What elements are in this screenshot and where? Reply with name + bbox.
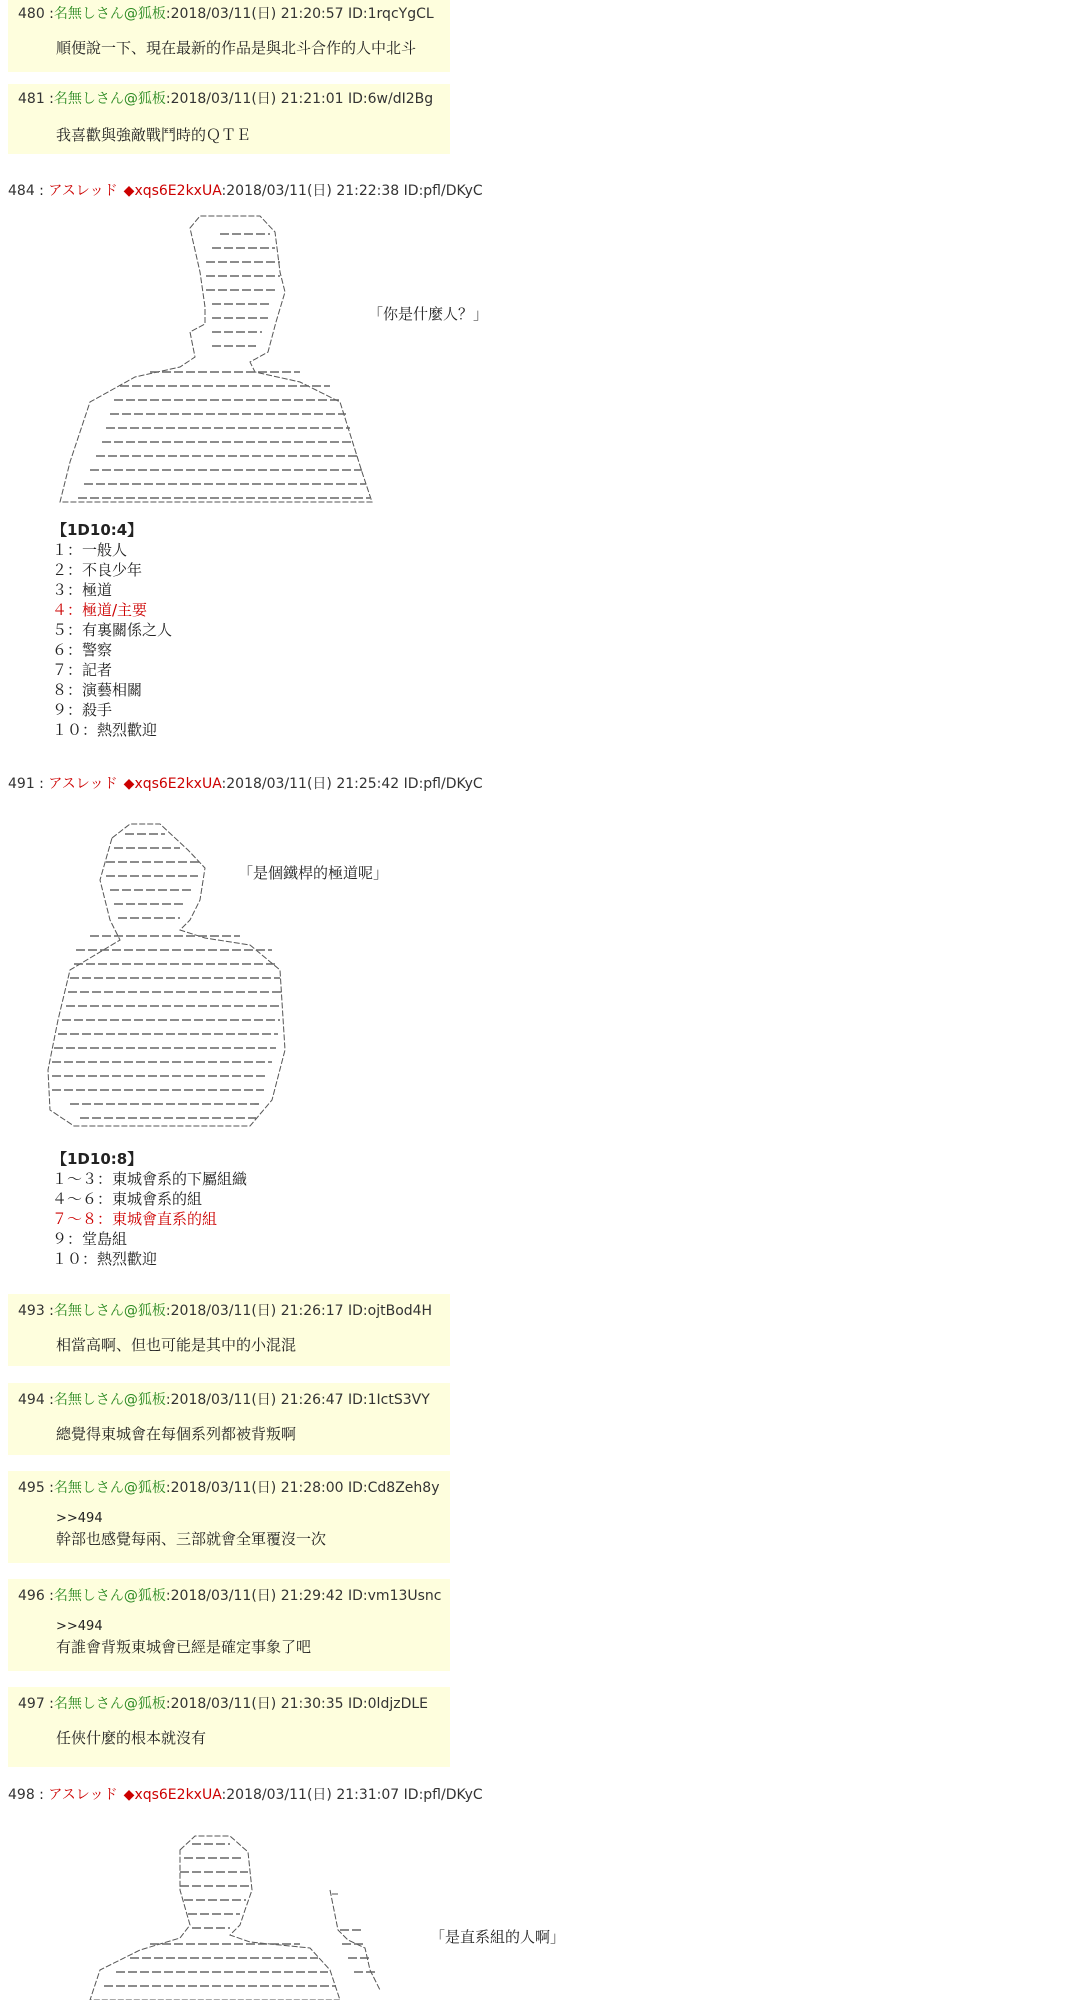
thread-post-header: [8, 1784, 483, 1804]
reply-anchor-link[interactable]: >>494: [56, 1619, 103, 1634]
dice-option: ３：極道: [52, 581, 113, 599]
post-meta: :2018/03/11(日) 21:22:38 ID:pfl/DKyC: [221, 183, 483, 199]
dice-option: ５：有裏關係之人: [52, 621, 173, 639]
post-481: [8, 84, 450, 154]
dice-option: ６：警察: [52, 641, 113, 659]
post-meta: :2018/03/11(日) 21:25:42 ID:pfl/DKyC: [221, 776, 483, 792]
dialogue-quote: 「是個鐵桿的極道呢」: [238, 864, 389, 882]
thread-author-name: アスレッド: [48, 1787, 118, 1803]
dice-option: ８：演藝相關: [52, 681, 143, 699]
post-line: 總覺得東城會在每個系列都被背叛啊: [56, 1425, 297, 1443]
post-number[interactable]: 493: [18, 1303, 45, 1319]
dice-option: １：一般人: [52, 541, 128, 559]
post-sep: :: [44, 91, 54, 107]
tripcode: ◆xqs6E2kxUA: [123, 776, 222, 792]
dice-option-selected: ４：極道/主要: [52, 601, 148, 619]
thread-author-name: アスレッド: [48, 183, 118, 199]
dialogue-quote: 「是直系組的人啊」: [430, 1928, 566, 1946]
post-meta: :2018/03/11(日) 21:20:57 ID:1rqcYgCL: [165, 6, 434, 22]
thread-author-name: アスレッド: [48, 776, 118, 792]
poster-name: 名無しさん@狐板: [53, 1480, 166, 1496]
tripcode: ◆xqs6E2kxUA: [123, 1787, 222, 1803]
ascii-art-figure-3: [80, 1830, 440, 2000]
dice-option: １０：熱烈歡迎: [52, 1250, 158, 1268]
dice-option: １～３：東城會系的下屬組織: [52, 1170, 248, 1188]
post-number[interactable]: 498: [8, 1787, 35, 1803]
post-line: 順便說一下、現在最新的作品是與北斗合作的人中北斗: [56, 39, 417, 57]
ascii-art-figure-1: [40, 212, 400, 512]
post-493: [8, 1294, 450, 1366]
post-body: [56, 1728, 206, 1748]
post-meta: :2018/03/11(日) 21:28:00 ID:Cd8Zeh8y: [165, 1480, 440, 1496]
dialogue-quote: 「你是什麼人？」: [368, 305, 489, 323]
post-sep: :: [44, 6, 54, 22]
post-meta: :2018/03/11(日) 21:31:07 ID:pfl/DKyC: [221, 1787, 483, 1803]
thread-post-header: [8, 180, 483, 200]
post-sep: :: [34, 183, 49, 199]
post-header: [18, 1477, 439, 1497]
post-header: [18, 88, 433, 108]
post-header: [18, 1585, 442, 1605]
post-meta: :2018/03/11(日) 21:29:42 ID:vm13Usnc: [165, 1588, 442, 1604]
post-sep: :: [44, 1480, 54, 1496]
dice-option: ９：堂島組: [52, 1230, 128, 1248]
dice-option: ２：不良少年: [52, 561, 143, 579]
post-497: [8, 1687, 450, 1767]
post-header: [18, 3, 434, 23]
post-number[interactable]: 484: [8, 183, 35, 199]
post-line: 相當高啊、但也可能是其中的小混混: [56, 1336, 297, 1354]
post-body: [56, 1509, 326, 1549]
post-body: [56, 38, 416, 58]
post-body: [56, 125, 251, 145]
dice-option-selected: ７～８：東城會直系的組: [52, 1210, 218, 1228]
post-sep: :: [44, 1392, 54, 1408]
post-496: [8, 1579, 450, 1671]
post-495: [8, 1471, 450, 1563]
dice-option: ９：殺手: [52, 701, 113, 719]
post-number[interactable]: 497: [18, 1696, 45, 1712]
post-sep: :: [44, 1588, 54, 1604]
post-body: [56, 1335, 296, 1355]
post-480: [8, 0, 450, 72]
poster-name: 名無しさん@狐板: [53, 1696, 166, 1712]
post-494: [8, 1383, 450, 1455]
dice-result-1: [52, 520, 172, 740]
post-sep: :: [34, 1787, 49, 1803]
post-number[interactable]: 491: [8, 776, 35, 792]
post-meta: :2018/03/11(日) 21:26:17 ID:ojtBod4H: [165, 1303, 433, 1319]
post-body: [56, 1617, 311, 1657]
post-meta: :2018/03/11(日) 21:30:35 ID:0ldjzDLE: [165, 1696, 428, 1712]
poster-name: 名無しさん@狐板: [53, 1588, 166, 1604]
post-meta: :2018/03/11(日) 21:26:47 ID:1IctS3VY: [165, 1392, 430, 1408]
post-number[interactable]: 495: [18, 1480, 45, 1496]
dice-option: １０：熱烈歡迎: [52, 721, 158, 739]
post-number[interactable]: 481: [18, 91, 45, 107]
tripcode: ◆xqs6E2kxUA: [123, 183, 222, 199]
post-sep: :: [44, 1303, 54, 1319]
dice-option: ７：記者: [52, 661, 113, 679]
dice-header: 【1D10:4】: [52, 521, 143, 539]
post-number[interactable]: 496: [18, 1588, 45, 1604]
post-line: 任俠什麼的根本就沒有: [56, 1729, 207, 1747]
poster-name: 名無しさん@狐板: [53, 6, 166, 22]
thread-post-header: [8, 773, 483, 793]
dice-header: 【1D10:8】: [52, 1150, 143, 1168]
post-body: [56, 1424, 296, 1444]
post-header: [18, 1389, 430, 1409]
post-line: 我喜歡與強敵戰鬥時的ＱＴＥ: [56, 126, 252, 144]
post-header: [18, 1693, 428, 1713]
post-sep: :: [44, 1696, 54, 1712]
poster-name: 名無しさん@狐板: [53, 1303, 166, 1319]
post-line: 幹部也感覺每兩、三部就會全軍覆沒一次: [56, 1530, 327, 1548]
post-meta: :2018/03/11(日) 21:21:01 ID:6w/dI2Bg: [165, 91, 434, 107]
post-number[interactable]: 494: [18, 1392, 45, 1408]
post-line: 有誰會背叛東城會已經是確定事象了吧: [56, 1638, 312, 1656]
poster-name: 名無しさん@狐板: [53, 91, 166, 107]
dice-option: ４～６：東城會系的組: [52, 1190, 203, 1208]
reply-anchor-link[interactable]: >>494: [56, 1511, 103, 1526]
poster-name: 名無しさん@狐板: [53, 1392, 166, 1408]
dice-result-2: [52, 1149, 247, 1269]
post-sep: :: [34, 776, 49, 792]
post-number[interactable]: 480: [18, 6, 45, 22]
post-header: [18, 1300, 432, 1320]
